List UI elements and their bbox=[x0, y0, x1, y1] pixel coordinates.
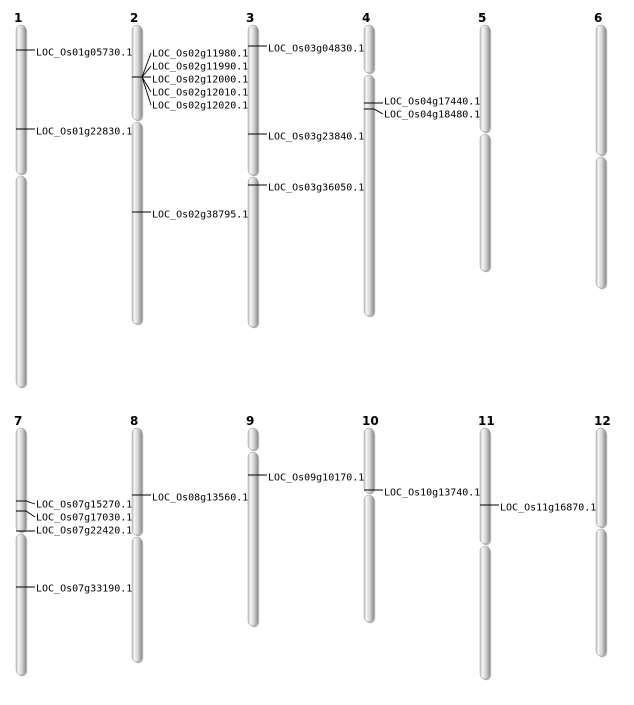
gene-label: LOC_Os07g15270.1 bbox=[36, 499, 133, 511]
chromosome-2-p-arm bbox=[132, 25, 142, 120]
chromosome-6-p-arm bbox=[596, 25, 606, 155]
gene-label: LOC_Os02g12020.1 bbox=[152, 100, 249, 112]
chromosome-1-q-arm bbox=[16, 176, 26, 387]
chromosome-2-q-arm bbox=[132, 122, 142, 324]
gene-label: LOC_Os03g04830.1 bbox=[268, 43, 365, 55]
chromosome-10-p-arm bbox=[364, 428, 374, 493]
chromosome-11-q-arm bbox=[480, 546, 490, 679]
chromosome-6-q-arm bbox=[596, 157, 606, 288]
chromosome-5-q-arm bbox=[480, 134, 490, 271]
chromosome-8-q-arm bbox=[132, 537, 142, 662]
chromosome-9-q-arm bbox=[248, 452, 258, 626]
chromosome-label-7: 7 bbox=[14, 414, 23, 428]
gene-label: LOC_Os02g12000.1 bbox=[152, 74, 249, 86]
chromosome-9-p-arm bbox=[248, 428, 258, 450]
chromosome-7-q-arm bbox=[16, 534, 26, 675]
chromosome-11-p-arm bbox=[480, 428, 490, 544]
chromosome-7-p-arm bbox=[16, 428, 26, 532]
chromosome-12-q-arm bbox=[596, 529, 606, 656]
chromosome-3-p-arm bbox=[248, 25, 258, 175]
gene-label: LOC_Os08g13560.1 bbox=[152, 492, 249, 504]
chromosome-12-p-arm bbox=[596, 428, 606, 527]
gene-label: LOC_Os10g13740.1 bbox=[384, 487, 481, 499]
gene-label: LOC_Os04g17440.1 bbox=[384, 96, 481, 108]
chromosome-label-11: 11 bbox=[478, 414, 495, 428]
chromosome-label-9: 9 bbox=[246, 414, 255, 428]
chromosome-label-3: 3 bbox=[246, 11, 255, 25]
gene-label: LOC_Os07g17030.1 bbox=[36, 512, 133, 524]
chromosome-label-12: 12 bbox=[594, 414, 611, 428]
chromosome-label-10: 10 bbox=[362, 414, 379, 428]
chromosome-8-p-arm bbox=[132, 428, 142, 535]
chromosome-label-2: 2 bbox=[130, 11, 139, 25]
gene-label: LOC_Os11g16870.1 bbox=[500, 502, 597, 514]
chromosome-4-q-arm bbox=[364, 75, 374, 316]
chromosome-label-5: 5 bbox=[478, 11, 487, 25]
gene-label: LOC_Os02g12010.1 bbox=[152, 87, 249, 99]
chromosome-label-4: 4 bbox=[362, 11, 371, 25]
chromosome-label-6: 6 bbox=[594, 11, 603, 25]
chromosome-4-p-arm bbox=[364, 25, 374, 73]
gene-label: LOC_Os07g22420.1 bbox=[36, 525, 133, 537]
gene-label: LOC_Os03g23840.1 bbox=[268, 131, 365, 143]
gene-label: LOC_Os07g33190.1 bbox=[36, 583, 133, 595]
gene-label: LOC_Os03g36050.1 bbox=[268, 182, 365, 194]
chromosome-label-8: 8 bbox=[130, 414, 139, 428]
chromosome-1-p-arm bbox=[16, 25, 26, 174]
gene-label: LOC_Os02g38795.1 bbox=[152, 209, 249, 221]
chromosome-10-q-arm bbox=[364, 495, 374, 622]
gene-label: LOC_Os02g11980.1 bbox=[152, 48, 249, 60]
gene-label: LOC_Os02g11990.1 bbox=[152, 61, 249, 73]
gene-label: LOC_Os01g05730.1 bbox=[36, 47, 133, 59]
chromosome-3-q-arm bbox=[248, 177, 258, 327]
gene-label: LOC_Os09g10170.1 bbox=[268, 472, 365, 484]
chromosome-label-1: 1 bbox=[14, 11, 23, 25]
chromosome-5-p-arm bbox=[480, 25, 490, 132]
gene-label: LOC_Os01g22830.1 bbox=[36, 126, 133, 138]
gene-label: LOC_Os04g18480.1 bbox=[384, 109, 481, 121]
